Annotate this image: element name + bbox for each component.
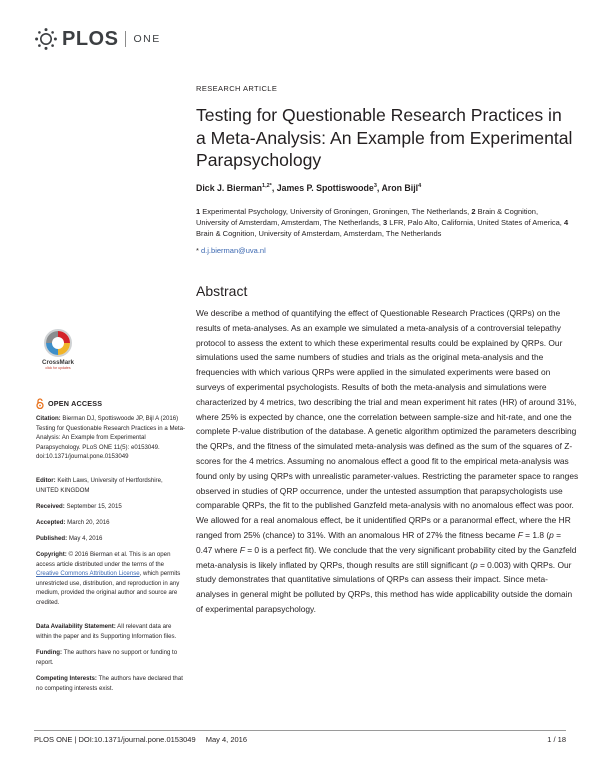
footer-doi: PLOS ONE | DOI:10.1371/journal.pone.0153049 [34,735,196,744]
crossmark-icon [43,328,73,358]
copyright-text: , which permits unrestricted use, distribution, and reproduction in any medium, provided the original author and source are credited. [36,570,181,606]
published-label: Published: [36,535,68,542]
accepted-label: Accepted: [36,519,66,526]
received-label: Received: [36,503,65,510]
abstract-text: = 1.8 ( [522,529,550,540]
abstract-italic: F [239,544,245,555]
copyright-block [36,550,186,608]
affiliation-number: 3 [383,218,388,227]
author-affiliation-marker: 1,2* [262,183,272,190]
author-affiliation-marker: 4 [418,183,422,190]
funding-text: The authors have no support or funding to report. [36,649,178,666]
plos-dots-icon [34,27,58,51]
copyright-label: Copyright: [36,551,67,558]
abstract-heading: Abstract [196,283,248,299]
abstract-italic: p [472,559,478,570]
abstract-italic: p [549,529,554,540]
open-access-label: OPEN ACCESS [48,399,103,408]
affiliation-number: 4 [563,218,569,227]
competing-interests-block [36,674,186,693]
brand-name: PLOS [62,27,119,50]
received-date: September 15, 2015 [66,503,122,510]
accepted-date: March 20, 2016 [67,519,110,526]
page-number: 1 / 18 [547,735,566,744]
affiliation-number: 2 [471,207,476,216]
footer-date: May 4, 2016 [205,735,248,744]
citation-text: Bierman DJ, Spottiswoode JP, Bijl A (2016) Testing for Questionable Research Practices in a Meta-Analysis: An Example from Experimental Parapsychology. PLoS ONE 11(5): e0153049. doi:10.1371/journal.pone.0153049 [36,415,186,461]
crossmark-badge[interactable] [36,328,80,370]
published-block [36,534,186,544]
data-availability-block [36,622,186,641]
footer-divider [34,730,566,731]
affiliation-text: Experimental Psychology, University of Groningen, Groningen, The Netherlands, [202,207,470,216]
plos-one-logo[interactable] [34,26,161,52]
affiliation-text: LFR, Palo Alto, California, United States of America, [389,218,562,227]
abstract-text: = 0.003) with QRPs. Our study demonstrates that quantitative simulations of QRPs can assess their impact. Since meta-analyses in general might be polluted by QRPs, this method has wide applicability outside the domain of experimental parapsychology. [196,559,573,614]
copyright-text: © 2016 Bierman et al. This is an open access article distributed under the terms of the [36,551,171,568]
citation-label: Citation: [36,415,61,422]
editor-label: Editor: [36,477,56,484]
affiliation-text: Brain & Cognition, University of Amsterdam, Amsterdam, The Netherlands, [196,207,539,227]
editor-block [36,476,186,495]
competing-interests-text: The authors have declared that no competing interests exist. [36,675,183,692]
abstract-text: = 0.47 where [196,529,562,555]
crossmark-sublabel: click for updates [45,366,71,370]
article-type: RESEARCH ARTICLE [196,84,278,93]
data-availability-text: All relevant data are within the paper and its Supporting Information files. [36,623,177,640]
author-name[interactable]: Aron Bijl [381,183,419,193]
license-link[interactable]: Creative Commons Attribution License [36,570,140,578]
author-name[interactable]: James P. Spottiswoode [276,183,374,193]
citation-block [36,414,186,462]
affiliation-text: Brain & Cognition, University of Amsterdam, Amsterdam, The Netherlands [196,229,442,238]
article-title: Testing for Questionable Research Practices in a Meta-Analysis: An Example from Experimental Parapsychology [196,105,573,170]
editor-text: Keith Laws, University of Hertfordshire, UNITED KINGDOM [36,477,163,494]
crossmark-label: CrossMark [42,359,74,366]
affiliation-number: 1 [196,207,201,216]
funding-block [36,648,186,667]
footer-citation [34,735,247,744]
affiliations [196,206,571,239]
corresponding-email [196,246,266,255]
funding-label: Funding: [36,649,63,656]
email-link[interactable]: d.j.bierman@uva.nl [201,246,266,255]
published-date: May 4, 2016 [68,535,103,542]
author-name[interactable]: Dick J. Bierman [196,183,263,193]
abstract-text: = 0 is a perfect fit). We conclude that the very significant probability cited by the Ganzfeld meta-analysis is likely inflated by QRPs, though results are still significant ( [196,544,577,570]
open-lock-icon [36,398,44,409]
abstract-text: We describe a method of quantifying the effect of Questionable Research Practices (QRPs) on the results of meta-analyses. As an example we simulated a meta-analysis of a controversial telepathy protocol to assess the extent to which these experimental results could be explained by QRPs. Our simulations used the same numbers of studies and trials as the original meta-analysis and the frequencies with which various QRPs were applied in the simulated experiments were based on surveys of experimental psychologists. Results of both the meta-analysis and simulations were characterized by 4 metrics, two describing the trial and mean experiment hit rates (HR) of around 31%, where 25% is expected by chance, one the correlation between sample-size and hit-rate, and one the complete P-value distribution of the database. A genetic algorithm optimized the parameters describing the QRPs, and the fitness of the simulated meta-analysis was defined as the sum of the squares of Z-scores for the 4 metrics. Assuming no anomalous effect a good fit to the empirical meta-analysis was found only by using QRPs with unrealistic parameter-values. Restricting the parameter space to ranges observed in studies of QRP occurrence, under the untested assumption that parapsychologists use comparable QRPs, the fit to the published Ganzfeld meta-analysis with no anomalous effect was poor. We allowed for a real anomalous effect, be it unidentified QRPs or a paranormal effect, where the HR ranged from 25% (chance) to 31%. With an anomalous HR of 27% the fitness became [196,308,579,540]
abstract-body [196,306,579,617]
author-affiliation-marker: 3 [373,183,377,190]
corresponding-marker: * [196,246,199,255]
accepted-block [36,518,186,528]
received-block [36,502,186,512]
competing-interests-label: Competing Interests: [36,675,97,682]
author-list: Dick J. Bierman$^{1,2*}$, James P. Spottiswoode$^3$, Aron Bijl$^4$ [196,183,422,193]
abstract-italic: F [517,529,523,540]
journal-name: ONE [133,33,161,45]
data-availability-label: Data Availability Statement: [36,623,116,630]
logo-divider [125,31,126,47]
open-access-badge [36,398,102,409]
